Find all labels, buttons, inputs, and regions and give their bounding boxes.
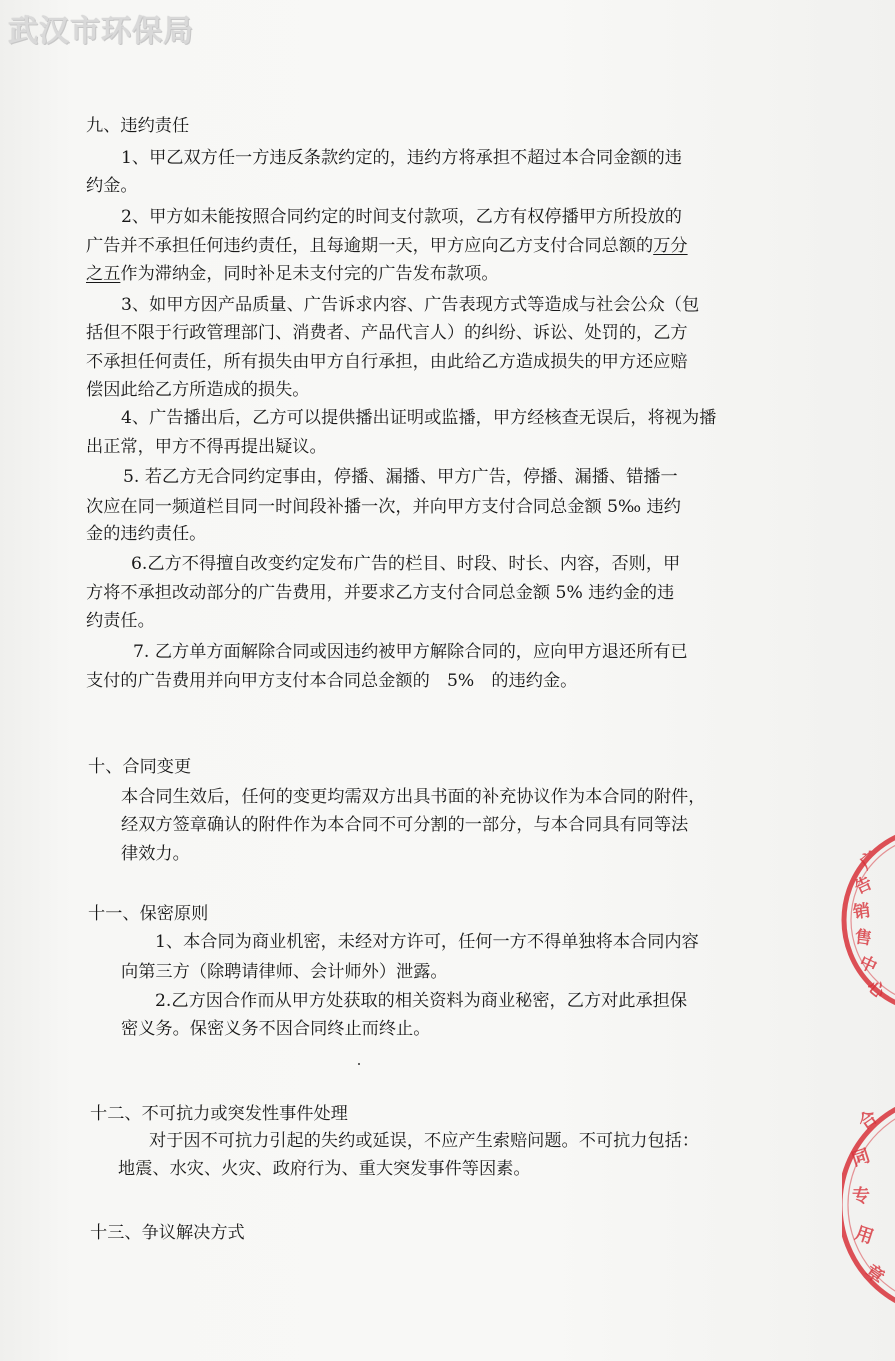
clause-line: 金的违约责任。 <box>86 524 207 544</box>
clause-line: 6.乙方不得擅自改变约定发布广告的栏目、时段、时长、内容，否则，甲 <box>131 554 681 574</box>
clause-line: 向第三方（除聘请律师、会计师外）泄露。 <box>121 962 448 982</box>
svg-text:心: 心 <box>862 976 889 1003</box>
clause-line: 地震、水灾、火灾、政府行为、重大突发事件等因素。 <box>118 1159 531 1179</box>
clause-line: 次应在同一频道栏目同一时间段补播一次，并向甲方支付合同总金额 5‰ 违约 <box>86 497 681 517</box>
clause-line: 之五作为滞纳金，同时补足未支付完的广告发布款项。 <box>86 264 499 284</box>
clause-line: 1、甲乙双方任一方违反条款约定的，违约方将承担不超过本合同金额的违 <box>121 148 682 168</box>
svg-text:同: 同 <box>849 1145 873 1171</box>
clause-line: 律效力。 <box>121 844 190 864</box>
svg-text:章: 章 <box>861 1260 888 1289</box>
svg-text:用: 用 <box>852 1222 877 1249</box>
clause-line: 经双方签章确认的附件作为本合同不可分割的一部分，与本合同具有同等法 <box>121 815 689 835</box>
clause-line: 5. 若乙方无合同约定事由，停播、漏播、甲方广告，停播、漏播、错播一 <box>123 467 678 487</box>
watermark: 武汉市环保局 <box>8 14 194 49</box>
svg-text:告: 告 <box>851 873 876 899</box>
clause-line: 7. 乙方单方面解除合同或因违约被甲方解除合同的，应向甲方退还所有已 <box>133 642 688 662</box>
svg-text:中: 中 <box>855 952 880 978</box>
red-seal-lower <box>842 1080 895 1330</box>
svg-text:合: 合 <box>854 1106 882 1135</box>
clause-line: 3、如甲方因产品质量、广告诉求内容、广告表现方式等造成与社会公众（包 <box>121 295 700 315</box>
clause-line: 密义务。保密义务不因合同终止而终止。 <box>121 1019 431 1039</box>
clause-line: 1、本合同为商业机密，未经对方许可，任何一方不得单独将本合同内容 <box>155 932 699 952</box>
clause-line: 偿因此给乙方所造成的损失。 <box>86 380 310 400</box>
clause-line: 2.乙方因合作而从甲方处获取的相关资料为商业秘密，乙方对此承担保 <box>155 991 688 1011</box>
clause-line: 不承担任何责任，所有损失由甲方自行承担，由此给乙方造成损失的甲方还应赔 <box>86 352 688 372</box>
clause-line: 括但不限于行政管理部门、消费者、产品代言人）的纠纷、诉讼、处罚的，乙方 <box>86 323 688 343</box>
clause-line: 2、甲方如未能按照合同约定的时间支付款项，乙方有权停播甲方所投放的 <box>121 207 682 227</box>
svg-text:售: 售 <box>853 927 873 950</box>
svg-text:专: 专 <box>852 1186 870 1207</box>
clause-line: 约责任。 <box>86 611 155 631</box>
section-heading: 十二、不可抗力或突发性事件处理 <box>90 1104 348 1124</box>
clause-line: 出正常，甲方不得再提出疑议。 <box>86 437 327 457</box>
clause-line: 支付的广告费用并向甲方支付本合同总金额的 5% 的违约金。 <box>86 671 578 691</box>
underlined-term: 之五 <box>86 264 121 284</box>
section-heading: 十、合同变更 <box>88 757 192 777</box>
clause-line: 4、广告播出后，乙方可以提供播出证明或监播，甲方经核查无误后，将视为播 <box>121 408 717 428</box>
underlined-term: 万分 <box>653 236 688 256</box>
scan-speck <box>358 1063 360 1065</box>
svg-text:广: 广 <box>856 847 883 874</box>
section-heading: 十三、争议解决方式 <box>90 1223 245 1243</box>
clause-line: 约金。 <box>86 176 138 196</box>
clause-line: 本合同生效后，任何的变更均需双方出具书面的补充协议作为本合同的附件， <box>121 787 706 807</box>
clause-line: 方将不承担改动部分的广告费用，并要求乙方支付合同总金额 5% 违约金的违 <box>86 583 675 603</box>
section-heading: 十一、保密原则 <box>88 904 209 924</box>
clause-line: 广告并不承担任何违约责任，且每逾期一天，甲方应向乙方支付合同总额的万分 <box>86 236 688 256</box>
section-heading: 九、违约责任 <box>86 116 190 136</box>
clause-line: 对于因不可抗力引起的失约或延误，不应产生索赔问题。不可抗力包括： <box>149 1131 700 1151</box>
svg-text:销: 销 <box>851 900 872 923</box>
red-seal-upper <box>838 820 895 1020</box>
